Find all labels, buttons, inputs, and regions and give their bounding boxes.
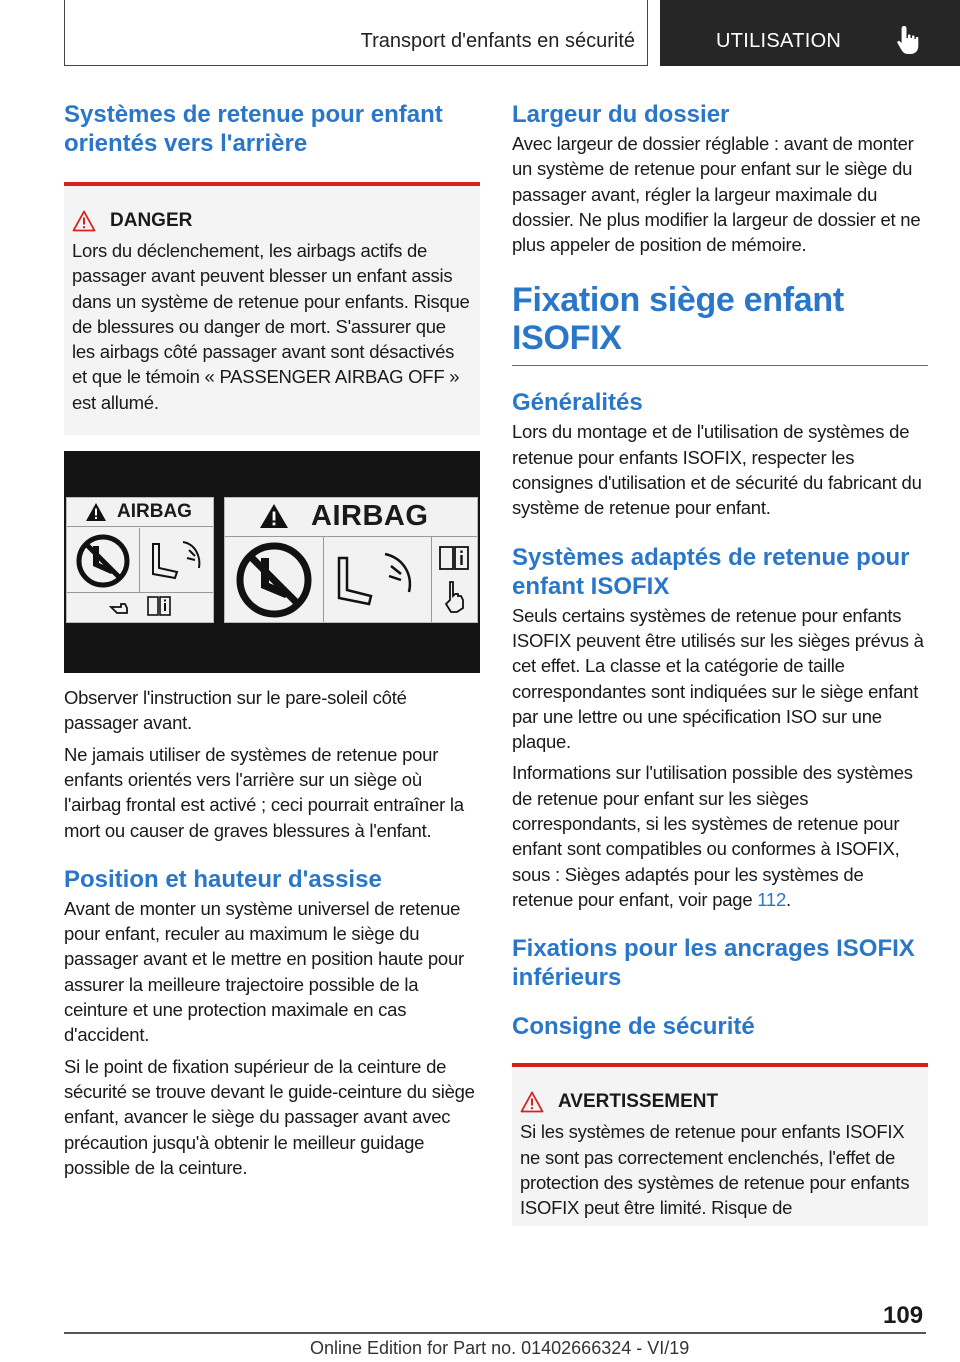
right-column [512,100,928,1226]
paragraph-info-text: Informations sur l'utilisation possible des systèmes de retenue pour enfant sur les sièges correspondants, si les systèmes de retenue pour enfant sont compatibles ou conformes à ISOFIX, sous : Sièges adaptés pour les systèmes de retenue pour enfant, voir page [512,762,913,910]
warning-title-row [520,1091,920,1113]
paragraph-observe: Observer l'instruction sur le pare-soleil côté passager avant. [64,687,407,734]
danger-title-row [72,210,472,232]
warning-title: AVERTISSEMENT [558,1091,719,1113]
heading-adapted: Systèmes adaptés de retenue pour enfant ISOFIX [512,543,910,600]
airbag-warning-icon [259,503,289,529]
no-child-seat-icon [71,532,135,590]
warning-triangle-icon [72,210,96,232]
danger-text: Lors du déclenchement, les airbags actifs de passager avant peuvent blesser un enfant assis dans un système de retenue pour enfants. Risque de blessures ou danger de mort. S'assurer que les airbags côté passager avant sont désactivés et que le témoin « PASSENGER AIRBAG OFF » est allumé. [72,240,470,413]
airbag-label-large-text: AIRBAG [311,499,429,532]
heading-width: Largeur du dossier [512,101,730,128]
paragraph-never: Ne jamais utiliser de systèmes de retenue pour enfants orientés vers l'arrière sur un siège où l'airbag frontal est activé ; ceci pourrait entraîner la mort ou causer de graves blessures à l'enfant. [64,743,464,841]
danger-title: DANGER [110,210,193,231]
header-section-box [64,0,648,66]
heading-rear-facing: Systèmes de retenue pour enfant orientés vers l'arrière [64,101,443,157]
manual-book-icon [439,546,469,570]
paragraph-before: Avant de monter un système universel de retenue pour enfant, reculer au maximum le siège du passager avant et le mettre en position haute pour assurer la meilleure trajectoire possible de la ceinture et une protection maximale en cas d'accident. [64,897,464,1046]
header-chapter-tab[interactable] [660,0,960,66]
airbag-label-small [66,497,214,623]
heading-safety: Consigne de sécurité [512,1013,755,1041]
heading-position: Position et hauteur d'assise [64,865,382,893]
airbag-deploy-icon [329,544,429,616]
manual-book-icon [147,596,171,616]
warning-triangle-icon [520,1091,544,1113]
paragraph-general: Lors du montage et de l'utilisation de systèmes de retenue pour enfants ISOFIX, respecter les consignes d'utilisation et de sécurité du fabricant du système de retenue pour enfant. [512,421,922,519]
page-reference-link[interactable]: 112 [757,888,787,910]
danger-box [64,182,480,435]
airbag-warning-icon [85,502,107,522]
heading-isofix-block [512,281,928,366]
warning-box [512,1063,928,1226]
paragraph-adapted: Seuls certains systèmes de retenue pour enfants ISOFIX peuvent être utilisés sur les sièges prévus à cet effet. La classe et la catégorie de taille correspondantes sont indiquées sur le siège enfant par une lettre ou une spécification ISO sur une plaque. [512,604,924,753]
heading-general: Généralités [512,389,643,417]
paragraph-if: Si le point de fixation supérieur de la ceinture de sécurité se trouve devant le guide-ceinture du siège enfant, avancer le siège du passager avant avec précaution jusqu'à obtenir le meilleur guidage possible de la ceinture. [64,1055,475,1178]
warning-text: Si les systèmes de retenue pour enfants ISOFIX ne sont pas correctement enclenchés, l'effet de protection des systèmes de retenue pour enfants ISOFIX peut être limité. Risque de [520,1121,910,1219]
footer-edition: Online Edition for Part no. 01402666324 - VI/19 [310,1338,690,1358]
airbag-label-large [224,497,478,623]
airbag-label-small-text: AIRBAG [117,501,192,523]
page-number: 109 [883,1302,924,1329]
header-chapter-title: UTILISATION [716,30,842,52]
paragraph-width: Avec largeur de dossier réglable : avant de monter un système de retenue pour enfant sur le siège du passager avant, régler la largeur maximale du dossier. Ne plus modifier la largeur de dossier et ne plus appeler de position de mémoire. [512,133,921,256]
heading-anchor: Fixations pour les ancrages ISOFIX inférieurs [512,935,915,992]
pointing-hand-icon [109,598,131,616]
header-section-title: Transport d'enfants en sécurité [360,30,635,52]
airbag-deploy-icon [145,534,211,588]
airbag-label-photo [64,451,480,673]
no-child-seat-icon [229,540,319,620]
footer-divider [64,1332,926,1334]
left-column [64,100,480,1180]
pointing-hand-icon [443,580,467,614]
heading-isofix: Fixation siège enfant ISOFIX [512,281,844,358]
hand-pointer-icon [896,24,922,56]
paragraph-info [512,760,928,912]
paragraph-info-end: . [786,888,791,910]
